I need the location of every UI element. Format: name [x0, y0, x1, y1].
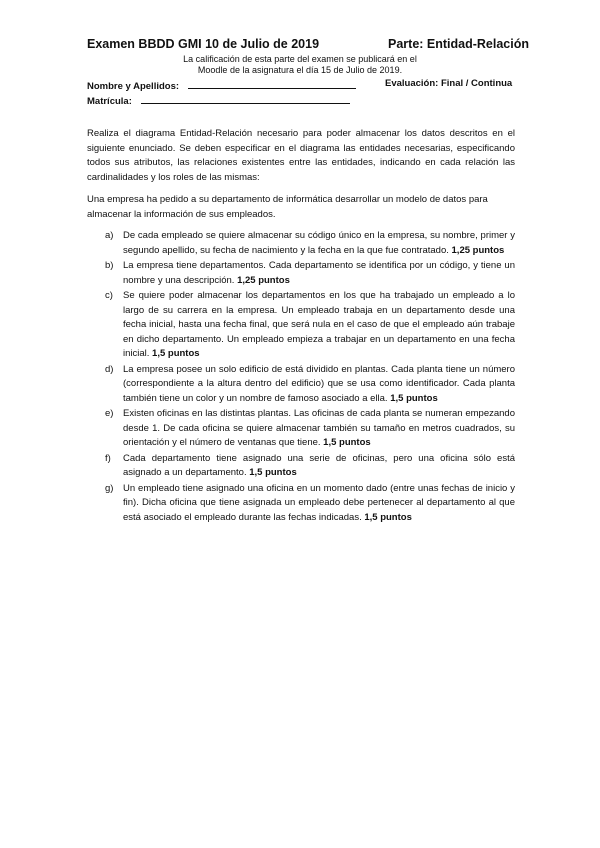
grade-note-line-1: La calificación de esta parte del examen se publicará en el [183, 54, 417, 64]
list-item [87, 259, 515, 288]
item-marker: d) [105, 363, 114, 375]
item-marker: e) [105, 408, 114, 419]
exam-part: Parte: Entidad-Relación [388, 37, 529, 51]
name-label: Nombre y Apellidos: [87, 81, 180, 92]
item-text: Existen oficinas en las distintas plantas. Las oficinas de cada planta se numeran empezando desde 1. De cada oficina se quiere almacenar también su tamaño en metros cuadrados, su orientación y el número de ventanas que tiene. 1,5 puntos [123, 408, 515, 448]
item-marker: b) [105, 260, 114, 271]
item-points: 1,5 puntos [323, 437, 371, 448]
item-points: 1,5 puntos [390, 392, 438, 404]
item-text: De cada empleado se quiere almacenar su código único en la empresa, su nombre, primer y segundo apellido, su fecha de nacimiento y la fecha en la que fue contratado. 1,25 puntos [123, 230, 515, 256]
matricula-label: Matrícula: [87, 96, 132, 107]
item-text: Se quiere poder almacenar los departamentos en los que ha trabajado un empleado a lo largo de su carrera en la empresa. Un empleado trabaja en un departamento desde una fecha inicial, hasta una fecha final, que será nula en el caso de que el empleado aún trabaje en dicho departamento. Un empleado empieza a trabajar en un departamento en una fecha inicial. 1,5 puntos [123, 290, 515, 359]
name-field [87, 78, 356, 92]
item-marker: c) [105, 290, 113, 301]
list-item [87, 407, 515, 451]
item-text: La empresa posee un solo edificio de está dividido en plantas. Cada planta tiene un número (correspondiente a la altura dentro del edificio) que se usa como identificador. Cada planta también tiene un color y un nombre de famoso asociado a ella. 1,5 puntos [123, 363, 515, 404]
item-marker: f) [105, 452, 111, 464]
item-points: 1,5 puntos [152, 348, 200, 359]
instructions-paragraph: Realiza el diagrama Entidad-Relación necesario para poder almacenar los datos descritos en el siguiente enunciado. Se deben especificar en el diagrama las entidades necesarias, especificando todos sus atributos, las relaciones existentes entre las entidades, indicando en cada relación las cardinalidades y los roles de las mismas: [87, 128, 515, 183]
matricula-field [87, 93, 350, 107]
item-points: 1,25 puntos [451, 244, 505, 256]
requirements-list [87, 229, 515, 526]
list-item [87, 452, 515, 481]
grade-note [0, 54, 600, 76]
item-text: Cada departamento tiene asignado una serie de oficinas, pero una oficina sólo está asignado a un departamento. 1,5 puntos [123, 452, 515, 478]
item-marker: g) [105, 482, 114, 494]
list-item [87, 482, 515, 526]
item-marker: a) [105, 230, 114, 241]
item-text: La empresa tiene departamentos. Cada departamento se identifica por un código, y tiene un nombre y una descripción. 1,25 puntos [123, 260, 515, 286]
item-text: Un empleado tiene asignado una oficina en un momento dado (entre unas fechas de inicio y fin). Dicha oficina que tiene asignada un empleado debe pertenecer al departamento al que está asociado el empleado durante las fechas indicadas. 1,5 puntos [123, 482, 515, 523]
grade-note-line-2: Moodle de la asignatura el día 15 de Julio de 2019. [197, 65, 403, 75]
list-item [87, 289, 515, 362]
matricula-blank-line [141, 93, 350, 104]
name-blank-line [188, 78, 356, 89]
list-item [87, 229, 515, 258]
exam-title: Examen BBDD GMI 10 de Julio de 2019 [87, 37, 320, 51]
evaluation-field: Evaluación: Final / Continua [385, 78, 513, 89]
list-item [87, 363, 515, 407]
item-points: 1,5 puntos [364, 511, 412, 523]
item-points: 1,25 puntos [237, 274, 290, 286]
scenario-paragraph: Una empresa ha pedido a su departamento de informática desarrollar un modelo de datos para almacenar la información de sus empleados. [87, 194, 488, 220]
item-points: 1,5 puntos [249, 467, 297, 478]
